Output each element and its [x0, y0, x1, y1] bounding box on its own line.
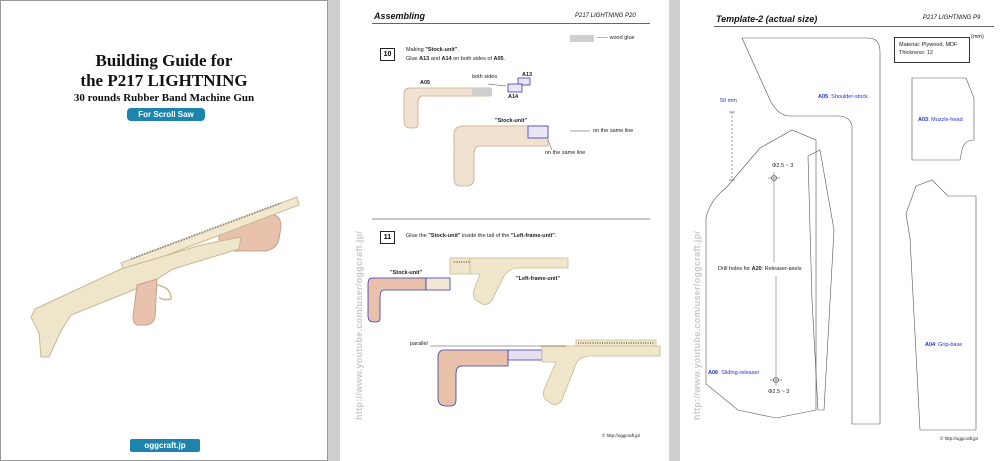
label-a05: A05 — [420, 80, 431, 86]
cover-gun-illustration — [1, 1, 328, 461]
step-10-line2: Glue A13 and A14 on both sides of A05. — [406, 56, 506, 62]
cover-footer-url[interactable]: oggcraft.jp — [130, 439, 200, 452]
label-a14: A14 — [508, 94, 519, 100]
step-10-line1: Making "Stock-unit". — [406, 47, 459, 53]
unit-label: (mm) — [971, 34, 984, 40]
a05-label: A05: Shoulder-stock — [818, 94, 868, 100]
stock-unit-colored — [368, 278, 426, 322]
grip-shape — [133, 279, 157, 325]
phi-label-lower: Φ2.5 ~ 3 — [768, 389, 790, 395]
assembled-stock-insert — [508, 350, 542, 360]
drill-holes-note: Drill holes for A20: Releaser-axels — [718, 266, 802, 272]
step-11-number: 11 — [380, 231, 395, 244]
a14-part — [508, 84, 522, 92]
wood-glue-legend: ------ wood glue — [597, 35, 635, 41]
template-outlines — [680, 0, 1005, 461]
label-stock-unit-2: "Stock-unit" — [390, 270, 423, 276]
phi-label-upper: Φ2.5 ~ 3 — [772, 163, 794, 169]
stock-unit-tail — [426, 278, 450, 290]
assembled-frame — [542, 346, 660, 405]
template-title: Template-2 (actual size) — [716, 14, 818, 24]
a04-outline — [906, 180, 976, 430]
watermark-url: http://www.youtube.com/user/oggcraft.jp/ — [354, 230, 364, 420]
arrow-same-line-2 — [548, 140, 552, 150]
template-copyright: © http://oggcraft.jp/ — [940, 436, 979, 441]
template-page — [680, 0, 1005, 461]
stock-unit-blue-insert — [528, 126, 548, 138]
label-stock-unit: "Stock-unit" — [495, 118, 528, 124]
material-text: Material: Plywood, MDF — [899, 42, 958, 48]
cover-title-line1: Building Guide for — [95, 51, 233, 70]
scale-label: 50 mm — [720, 98, 737, 104]
label-left-frame-unit: "Left-frame-unit" — [516, 276, 561, 282]
arrow-both-sides — [488, 84, 506, 86]
page-number: P217 LIGHTNING P20 — [575, 13, 636, 19]
assembling-page — [340, 0, 669, 461]
cover-subtitle: 30 rounds Rubber Band Machine Gun — [73, 92, 255, 104]
copyright: © http://oggcraft.jp/ — [602, 433, 641, 438]
step-10-number: 10 — [380, 48, 395, 61]
assembled-stock — [438, 350, 508, 406]
a03-label: A03: Muzzle-head — [918, 117, 963, 123]
left-frame-rear — [450, 258, 470, 274]
template-watermark: http://www.youtube.com/user/oggcraft.jp/ — [692, 230, 702, 420]
template-page-number: P217 LIGHTNING P9 — [923, 15, 981, 21]
cover-title-line2: the P217 LIGHTNING — [80, 71, 248, 90]
a04-label: A04: Grip-base — [925, 342, 963, 348]
a06-label: A06: Sliding-releaser — [708, 370, 760, 376]
label-same-line-2: on the same line — [545, 150, 586, 156]
step-11-text: Glue the "Stock-unit" inside the tail of the "Left-frame-unit". — [406, 233, 557, 239]
a05-glue-zone — [472, 88, 492, 96]
label-same-line-1: on the same line — [593, 128, 634, 134]
scroll-saw-badge: For Scroll Saw — [127, 108, 205, 121]
label-parallel: parallel — [410, 341, 428, 347]
page-title: Assembling — [374, 11, 426, 21]
trigger-guard — [157, 285, 171, 300]
label-a13: A13 — [522, 72, 533, 78]
label-both-sides: both sides — [472, 74, 498, 80]
thickness-text: Thickness: 12 — [899, 50, 933, 56]
slim-piece-outline — [808, 150, 834, 410]
cover-page — [0, 0, 328, 461]
